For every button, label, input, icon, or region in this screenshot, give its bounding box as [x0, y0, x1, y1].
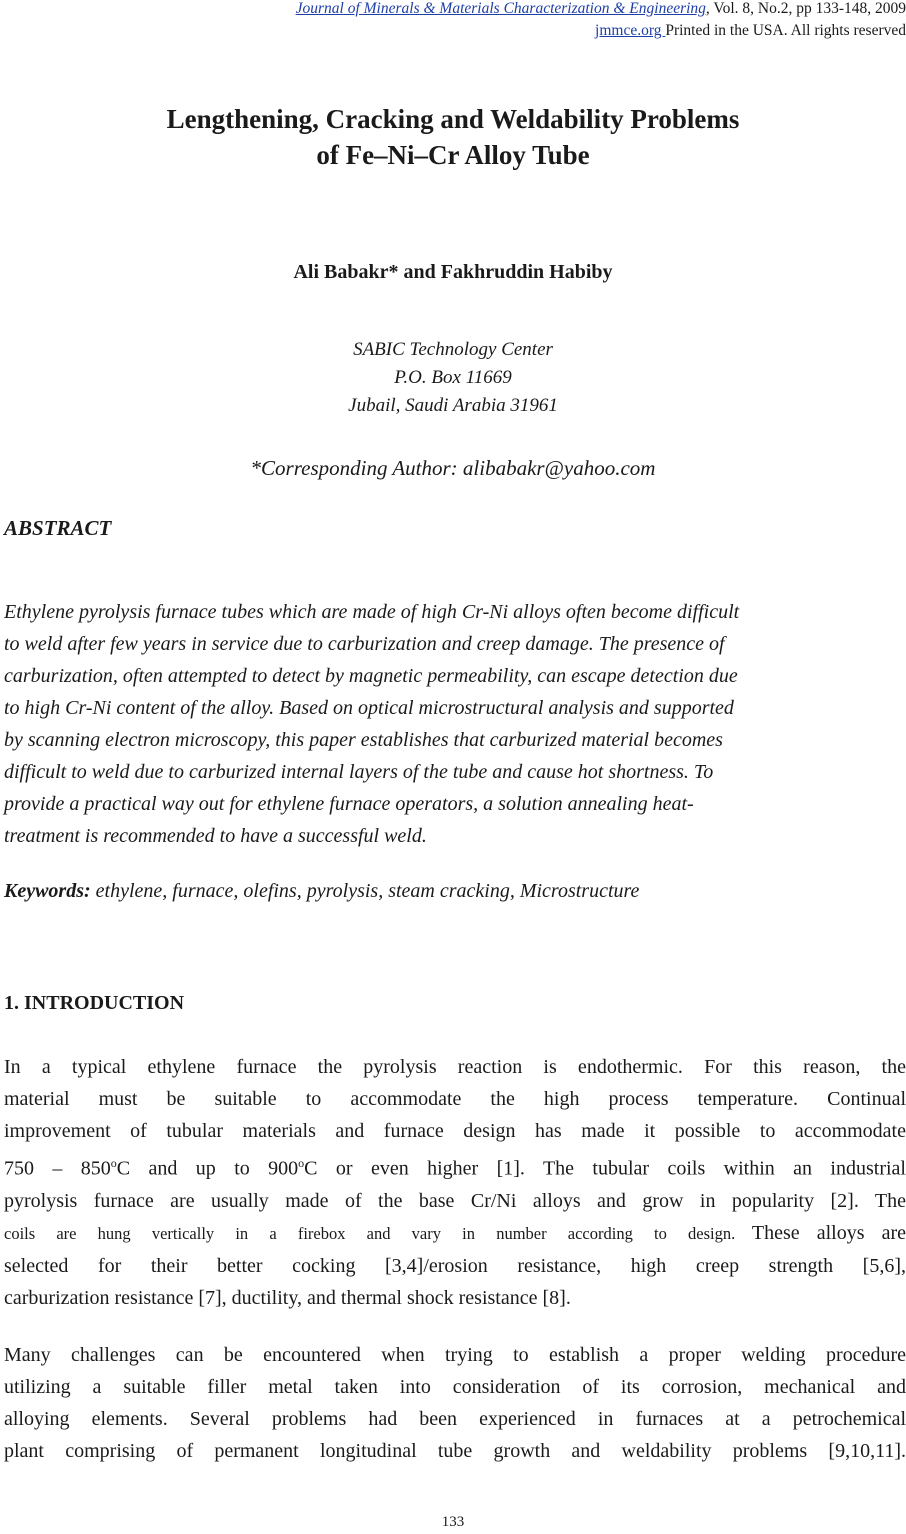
paragraph-line: utilizing a suitable filler metal taken into consideration of its corrosion, mechanical and: [4, 1376, 906, 1398]
paragraph-line: Many challenges can be encountered when trying to establish a proper welding procedure: [4, 1344, 906, 1366]
abstract-heading: ABSTRACT: [4, 516, 112, 540]
abstract-line: by scanning electron microscopy, this paper establishes that carburized material becomes: [4, 729, 723, 751]
paragraph-line: carburization resistance [7], ductility, and thermal shock resistance [8].: [4, 1286, 571, 1309]
text-fragment: These alloys are: [735, 1221, 906, 1244]
authors: Ali Babakr* and Fakhruddin Habiby: [293, 261, 613, 283]
abstract-line: to weld after few years in service due to carburization and creep damage. The presence of: [4, 633, 725, 655]
abstract-line: carburization, often attempted to detect by magnetic permeability, can escape detection due: [4, 665, 738, 687]
text-fragment: C or even higher [1]. The tubular coils within an industrial: [304, 1157, 906, 1180]
degree-superscript: o: [110, 1156, 117, 1170]
paragraph-line: alloying elements. Several problems had been experienced in furnaces at a petrochemical: [4, 1408, 906, 1430]
degree-superscript: o: [298, 1156, 305, 1170]
text-fragment: C and up to 900: [116, 1157, 299, 1180]
title-line-1: Lengthening, Cracking and Weldability Problems: [166, 104, 740, 134]
affiliation: [0, 336, 906, 420]
volume-info: , Vol. 8, No.2, pp 133-148, 2009: [705, 0, 906, 17]
abstract-line: difficult to weld due to carburized internal layers of the tube and cause hot shortness. To: [4, 761, 714, 783]
abstract-line: treatment is recommended to have a successful weld.: [4, 825, 427, 847]
corresponding-author: *Corresponding Author: alibabakr@yahoo.com: [250, 456, 656, 480]
paragraph-line: material must be suitable to accommodate the high process temperature. Continual: [4, 1088, 906, 1110]
running-header-line1: [296, 0, 906, 18]
paragraph-line: improvement of tubular materials and furnace design has made it possible to accommodate: [4, 1120, 906, 1142]
section-heading-introduction: 1. INTRODUCTION: [4, 992, 185, 1014]
paragraph-line: selected for their better cocking [3,4]/erosion resistance, high creep strength [5,6],: [4, 1254, 906, 1277]
paragraph-line: [4, 1147, 906, 1185]
journal-link[interactable]: Journal of Minerals & Materials Characterization & Engineering: [295, 0, 706, 17]
abstract-line: provide a practical way out for ethylene furnace operators, a solution annealing heat-: [4, 793, 694, 815]
paper-title: [0, 101, 906, 173]
paragraph-line: plant comprising of permanent longitudinal tube growth and weldability problems [9,10,11].: [4, 1440, 906, 1462]
keywords-label: Keywords:: [4, 880, 91, 902]
abstract-line: Ethylene pyrolysis furnace tubes which are made of high Cr-Ni alloys often become difficult: [4, 601, 740, 623]
text-fragment: 750 – 850: [4, 1157, 111, 1180]
intro-paragraph-2: [4, 1339, 906, 1467]
affiliation-line-1: SABIC Technology Center: [353, 339, 553, 360]
rights-text: Printed in the USA. All rights reserved: [665, 22, 906, 39]
title-line-2: of Fe–Ni–Cr Alloy Tube: [316, 140, 590, 170]
abstract-body: [4, 596, 904, 852]
small-text-fragment: coils are hung vertically in a firebox and vary in number according to design.: [4, 1223, 736, 1243]
paragraph-line: pyrolysis furnace are usually made of the base Cr/Ni alloys and grow in popularity [2]. The: [4, 1189, 906, 1212]
keywords: [4, 880, 639, 903]
paragraph-line: In a typical ethylene furnace the pyrolysis reaction is endothermic. For this reason, the: [4, 1056, 906, 1078]
abstract-line: to high Cr-Ni content of the alloy. Based on optical microstructural analysis and supported: [4, 697, 734, 719]
running-header-line2: [595, 22, 906, 40]
affiliation-line-2: P.O. Box 11669: [394, 367, 512, 388]
intro-paragraph-1: [4, 1051, 906, 1314]
keywords-list: ethylene, furnace, olefins, pyrolysis, steam cracking, Microstructure: [90, 880, 640, 902]
affiliation-line-3: Jubail, Saudi Arabia 31961: [348, 395, 558, 416]
paragraph-line: [4, 1217, 906, 1250]
website-link[interactable]: jmmce.org: [595, 22, 666, 39]
page-number: 133: [441, 1514, 465, 1530]
